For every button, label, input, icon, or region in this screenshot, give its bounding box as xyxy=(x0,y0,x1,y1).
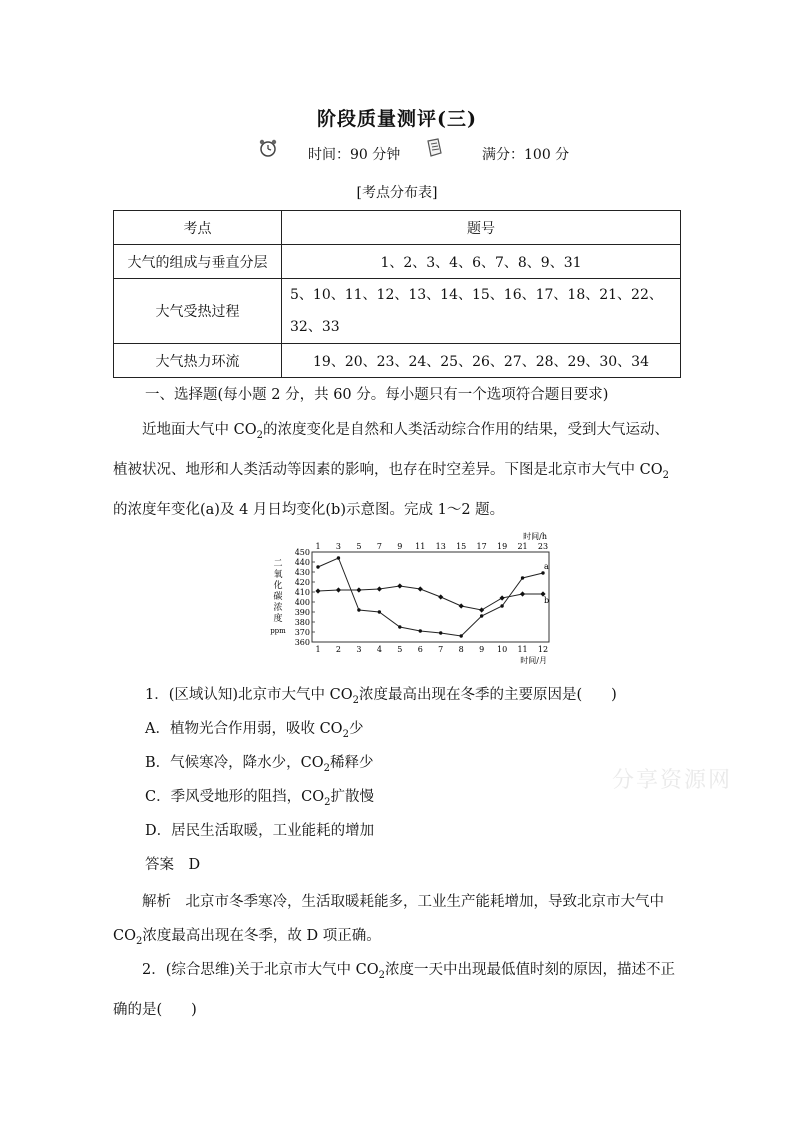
y-axis-label-char: 度 xyxy=(273,614,283,624)
series-b-point xyxy=(520,591,525,596)
x-bottom-tick-label: 12 xyxy=(537,645,549,654)
option-b: B．气候寒冷，降水少，$CO_2$稀释少 xyxy=(145,755,374,774)
topic-cell: 大气的组成与垂直分层 xyxy=(114,245,282,279)
x-bottom-axis-label: 时间/月 xyxy=(520,656,547,665)
series-b-point xyxy=(479,607,484,612)
series-a-point xyxy=(480,614,483,617)
series-b-point xyxy=(459,603,464,608)
plot-frame xyxy=(312,552,549,642)
numbers-cell: 1、2、3、4、6、7、8、9、31 xyxy=(282,245,681,279)
series-a-point xyxy=(459,634,462,637)
y-axis-label-char: 浓 xyxy=(273,603,283,613)
table-row xyxy=(114,245,681,279)
y-tick-label: 430 xyxy=(294,568,310,577)
x-bottom-tick-label: 7 xyxy=(438,645,444,654)
x-bottom-tick-label: 6 xyxy=(417,645,423,654)
series-b-point xyxy=(397,583,402,588)
section-heading: 一、选择题(每小题 2 分，共 60 分。每小题只有一个选项符合题目要求) xyxy=(145,387,609,403)
time-text: 时间：90 分钟 xyxy=(308,147,401,163)
y-axis-label-char: 化 xyxy=(273,581,283,591)
series-a-point xyxy=(378,610,381,613)
table-row xyxy=(114,344,681,378)
page-title: 阶段质量测评(三) xyxy=(317,108,477,130)
x-top-tick-label: 7 xyxy=(376,542,382,551)
series-b-point xyxy=(499,595,504,600)
series-line-b xyxy=(318,586,543,610)
series-a-point xyxy=(357,608,360,611)
score-text: 满分：100 分 xyxy=(482,147,570,163)
numbers-cell: 5、10、11、12、13、14、15、16、17、18、21、22、32、33 xyxy=(282,279,681,344)
series-b-point xyxy=(377,586,382,591)
series-a-point xyxy=(419,629,422,632)
alarm-clock-icon xyxy=(258,138,278,158)
x-bottom-tick-label: 2 xyxy=(335,645,342,654)
x-top-tick-label: 15 xyxy=(456,542,467,551)
series-b-point xyxy=(336,587,341,592)
table-header-row xyxy=(114,211,681,245)
series-b-point xyxy=(356,587,361,592)
y-tick-label: 420 xyxy=(294,578,310,587)
x-bottom-tick-label: 9 xyxy=(479,645,485,654)
x-bottom-tick-label: 1 xyxy=(315,645,321,654)
y-tick-label: 440 xyxy=(294,558,310,567)
topic-distribution-table xyxy=(113,210,681,378)
series-b-point xyxy=(315,588,320,593)
x-top-tick-label: 9 xyxy=(397,542,403,551)
x-bottom-tick-label: 11 xyxy=(517,645,528,654)
question-2-stem: 2．(综合思维)关于北京市大气中 $CO_2$浓度一天中出现最低值时刻的原因，描述不正确的是( ) xyxy=(113,962,676,1018)
y-tick-label: 360 xyxy=(294,638,310,647)
x-top-tick-label: 19 xyxy=(496,542,508,551)
series-a-point xyxy=(541,571,544,574)
x-bottom-tick-label: 10 xyxy=(496,645,508,654)
x-top-axis-label: 时间/h xyxy=(523,532,547,541)
x-top-tick-label: 21 xyxy=(517,542,528,551)
series-a-point xyxy=(439,631,442,634)
table-caption: [考点分布表] xyxy=(356,185,438,201)
watermark: 分享资源网 xyxy=(612,768,733,793)
x-top-tick-label: 1 xyxy=(315,542,321,551)
x-top-tick-label: 13 xyxy=(435,542,446,551)
series-a-point xyxy=(500,604,503,607)
y-axis-unit: ppm xyxy=(270,627,286,635)
y-axis-label-char: 氧 xyxy=(273,570,283,580)
x-top-tick-label: 23 xyxy=(537,542,549,551)
option-a: A．植物光合作用弱，吸收 $CO_2$少 xyxy=(145,721,364,740)
y-axis-label-char: 二 xyxy=(273,559,283,569)
y-tick-label: 380 xyxy=(294,618,310,627)
x-bottom-tick-label: 8 xyxy=(458,645,464,654)
series-a-point xyxy=(521,576,524,579)
answer-line: 答案 D xyxy=(145,857,201,873)
y-tick-label: 370 xyxy=(294,628,310,637)
y-tick-label: 390 xyxy=(294,608,310,617)
x-top-tick-label: 17 xyxy=(476,542,487,551)
y-tick-label: 410 xyxy=(294,588,310,597)
intro-paragraph: 近地面大气中 $CO_2$的浓度变化是自然和人类活动综合作用的结果，受到大气运动、植被状况、地形和人类活动等因素的影响，也存在时空差异。下图是北京市大气中 $CO_2$的浓度年变化(a)及 4 月日均变化(b)示意图。完成 1～2 题。 xyxy=(113,422,669,518)
header-topic: 考点 xyxy=(114,211,282,245)
series-a-point xyxy=(337,556,340,559)
header-numbers: 题号 xyxy=(282,211,681,245)
x-bottom-tick-label: 4 xyxy=(376,645,382,654)
question-1-stem: 1．(区域认知)北京市大气中 $CO_2$浓度最高出现在冬季的主要原因是( ) xyxy=(145,687,617,706)
topic-cell: 大气热力环流 xyxy=(114,344,282,378)
table-row xyxy=(114,279,681,344)
series-b-point xyxy=(418,586,423,591)
document-icon xyxy=(424,138,444,158)
series-a-point xyxy=(316,565,319,568)
co2-chart xyxy=(268,530,558,670)
x-top-tick-label: 5 xyxy=(356,542,362,551)
series-label-b: b xyxy=(544,596,550,605)
y-tick-label: 400 xyxy=(294,598,310,607)
x-top-tick-label: 3 xyxy=(335,542,342,551)
numbers-cell: 19、20、23、24、25、26、27、28、29、30、34 xyxy=(282,344,681,378)
x-bottom-tick-label: 5 xyxy=(397,645,403,654)
series-label-a: a xyxy=(544,562,549,571)
analysis-paragraph: 解析 北京市冬季寒冷，生活取暖耗能多，工业生产能耗增加，导致北京市大气中 $CO_2$浓度最高出现在冬季，故 D 项正确。 xyxy=(113,894,664,947)
series-a-point xyxy=(398,625,401,628)
series-b-point xyxy=(438,594,443,599)
y-axis-label-char: 碳 xyxy=(273,592,283,602)
x-bottom-tick-label: 3 xyxy=(356,645,362,654)
option-c: C．季风受地形的阻挡，$CO_2$扩散慢 xyxy=(145,789,374,808)
option-d: D．居民生活取暖，工业能耗的增加 xyxy=(145,823,375,839)
topic-cell: 大气受热过程 xyxy=(114,279,282,344)
x-top-tick-label: 11 xyxy=(415,542,426,551)
y-tick-label: 450 xyxy=(294,548,310,557)
